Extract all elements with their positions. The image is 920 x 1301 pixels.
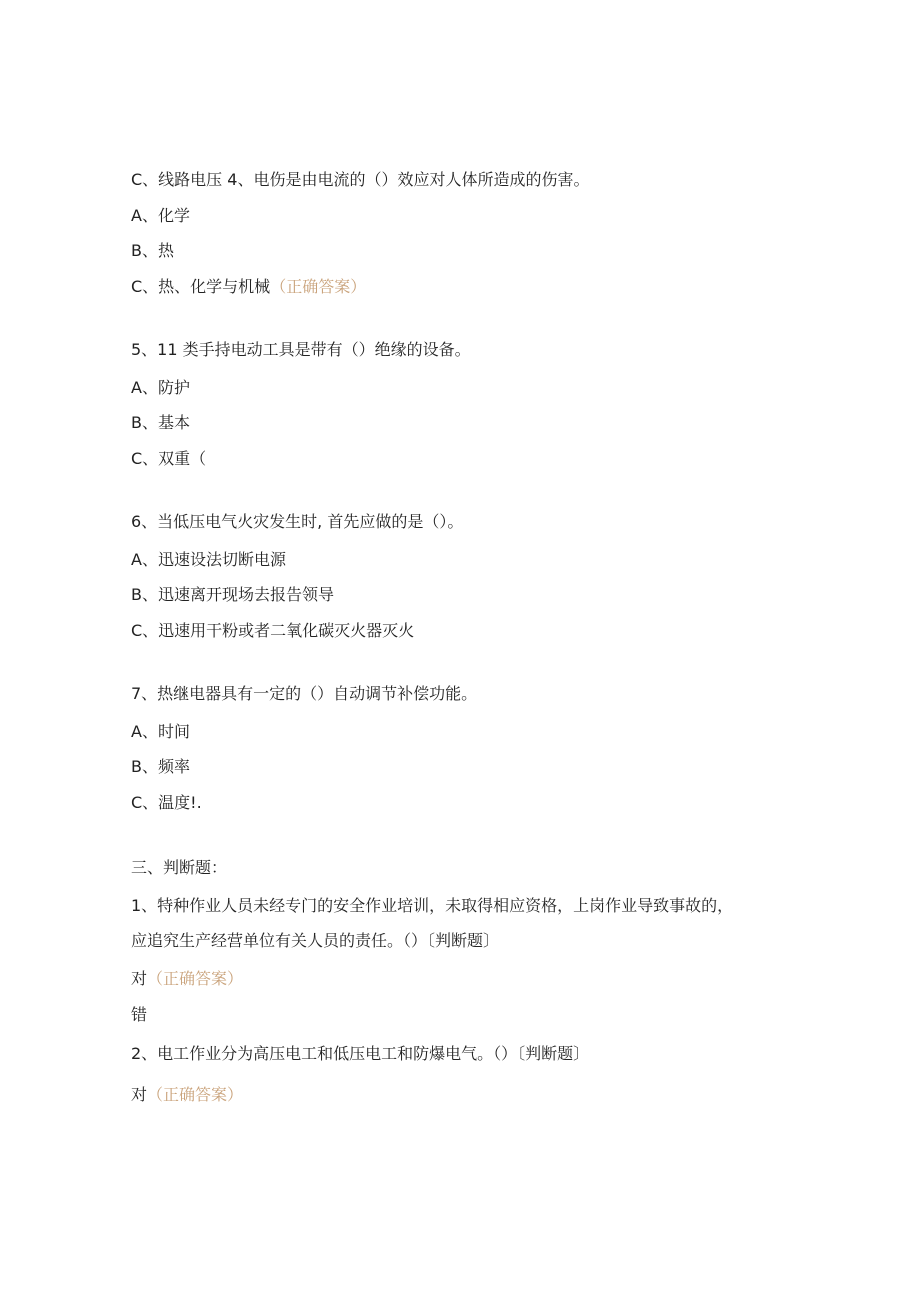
q5-option-c: C、双重（ (131, 449, 207, 468)
q7-stem: 7、热继电器具有一定的（）自动调节补偿功能。 (131, 684, 478, 703)
q5-stem: 5、11 类手持电动工具是带有（）绝缘的设备。 (131, 340, 471, 359)
q5-option-b: B、基本 (131, 413, 190, 432)
q6-stem: 6、当低压电气火灾发生时, 首先应做的是（）。 (131, 512, 464, 531)
q4-stem: C、线路电压 4、电伤是由电流的（）效应对人体所造成的伤害。 (131, 170, 590, 189)
tf1-option-true: 对（正确答案） (131, 969, 244, 988)
q4-option-a: A、化学 (131, 206, 190, 225)
q4-option-c: C、热、化学与机械（正确答案） (131, 277, 367, 296)
correct-answer-mark: （正确答案） (270, 277, 367, 296)
q4-option-b: B、热 (131, 241, 174, 260)
q6-option-a: A、迅速设法切断电源 (131, 550, 286, 569)
tf2-option-true: 对（正确答案） (131, 1085, 244, 1104)
q6-option-c: C、迅速用干粉或者二氧化碳灭火器灭火 (131, 621, 415, 640)
correct-answer-mark: （正确答案） (147, 1085, 244, 1104)
q7-option-b: B、频率 (131, 757, 190, 776)
tf1-option-false: 错 (131, 1005, 148, 1024)
q6-option-b: B、迅速离开现场去报告领导 (131, 585, 334, 604)
tf1-stem-line1: 1、特种作业人员未经专门的安全作业培训，未取得相应资格，上岗作业导致事故的， (131, 896, 734, 915)
q7-option-a: A、时间 (131, 722, 190, 741)
tf1-stem-line2: 应追究生产经营单位有关人员的责任。（）〔判断题〕 (131, 931, 500, 950)
tf2-stem: 2、电工作业分为高压电工和低压电工和防爆电气。（）〔判断题〕 (131, 1044, 590, 1063)
q7-option-c: C、温度!. (131, 793, 202, 812)
q5-option-a: A、防护 (131, 378, 190, 397)
correct-answer-mark: （正确答案） (147, 969, 244, 988)
section-heading: 三、判断题： (131, 858, 228, 877)
